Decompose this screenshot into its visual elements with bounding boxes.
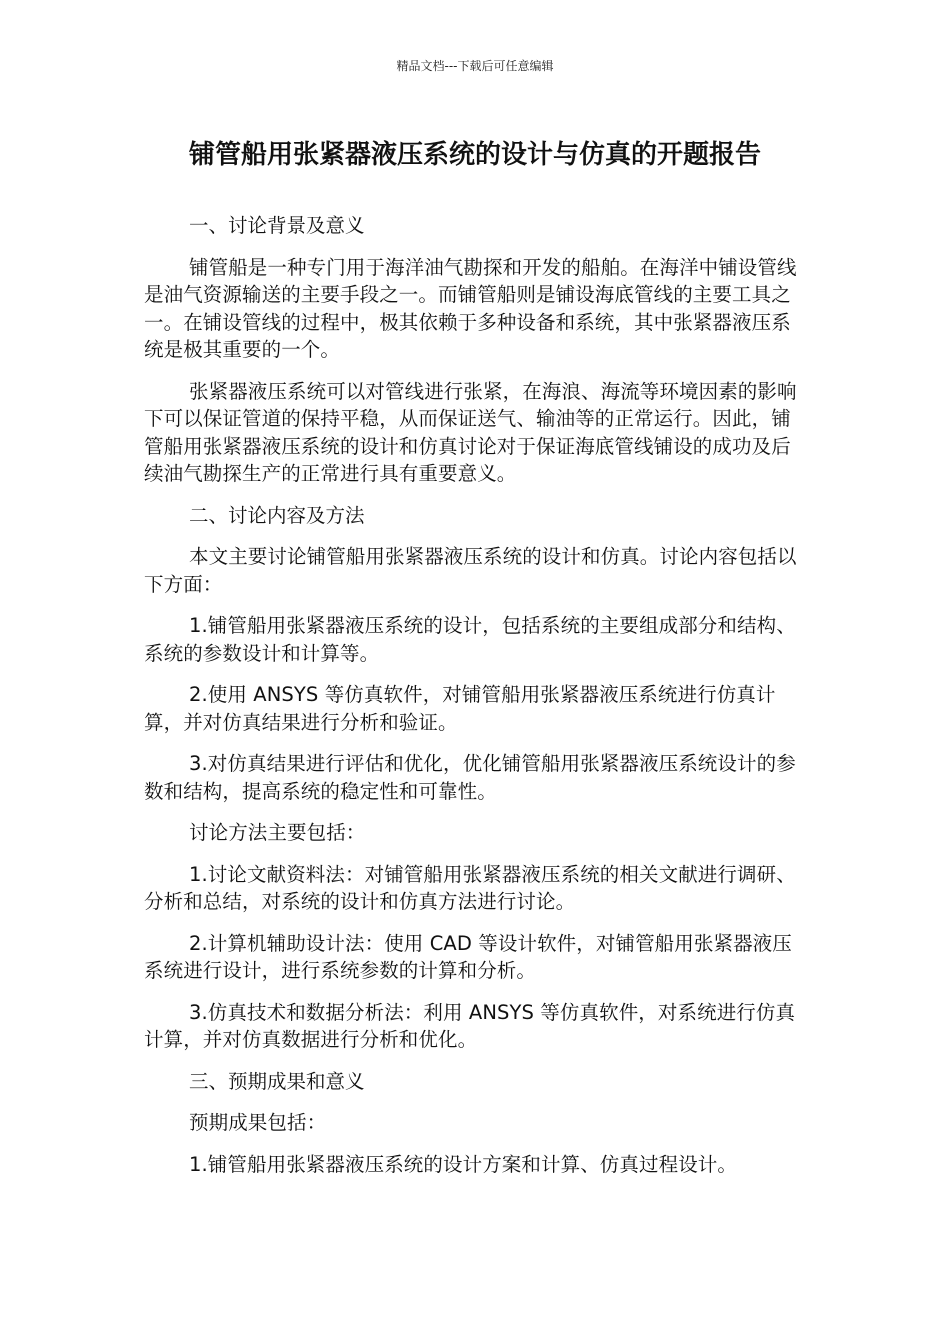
- list-item: 3.对仿真结果进行评估和优化，优化铺管船用张紧器液压系统设计的参数和结构，提高系统的稳定性和可靠性。: [144, 752, 796, 803]
- paragraph: 铺管船是一种专门用于海洋油气勘探和开发的船舶。在海洋中铺设管线是油气资源输送的主要手段之一。而铺管船则是铺设海底管线的主要工具之一。在铺设管线的过程中，极其依赖于多种设备和系统，其中张紧器液压系统是极其重要的一个。: [144, 255, 797, 361]
- list-item: 2.计算机辅助设计法：使用 CAD 等设计软件，对铺管船用张紧器液压系统进行设计，进行系统参数的计算和分析。: [144, 931, 792, 982]
- list-item: 1.铺管船用张紧器液压系统的设计方案和计算、仿真过程设计。: [189, 1152, 738, 1176]
- header-note: 精品文档---下载后可任意编辑: [396, 59, 554, 73]
- paragraph: 预期成果包括：: [189, 1111, 327, 1134]
- section-heading-content-methods: 二、讨论内容及方法: [189, 503, 365, 527]
- paragraph: 本文主要讨论铺管船用张紧器液压系统的设计和仿真。讨论内容包括以下方面：: [144, 545, 797, 596]
- list-item: 3.仿真技术和数据分析法：利用 ANSYS 等仿真软件，对系统进行仿真计算，并对仿真数据进行分析和优化。: [144, 1000, 796, 1051]
- document-body: [144, 212, 806, 1192]
- document-title: 铺管船用张紧器液压系统的设计与仿真的开题报告: [188, 140, 761, 170]
- paragraph: 张紧器液压系统可以对管线进行张紧，在海浪、海流等环境因素的影响下可以保证管道的保持平稳，从而保证送气、输油等的正常运行。因此，铺管船用张紧器液压系统的设计和仿真讨论对于保证海底管线铺设的成功及后续油气勘探生产的正常进行具有重要意义。: [144, 379, 797, 485]
- paragraph: 讨论方法主要包括：: [189, 821, 366, 844]
- section-heading-background: 一、讨论背景及意义: [189, 214, 365, 237]
- list-item: 1.铺管船用张紧器液压系统的设计，包括系统的主要组成部分和结构、系统的参数设计和计算等。: [144, 614, 796, 665]
- list-item: 2.使用 ANSYS 等仿真软件，对铺管船用张紧器液压系统进行仿真计算，并对仿真结果进行分析和验证。: [144, 683, 776, 734]
- list-item: 1.讨论文献资料法：对铺管船用张紧器液压系统的相关文献进行调研、分析和总结，对系统的设计和仿真方法进行讨论。: [144, 862, 796, 913]
- section-heading-expected-results: 三、预期成果和意义: [189, 1069, 365, 1093]
